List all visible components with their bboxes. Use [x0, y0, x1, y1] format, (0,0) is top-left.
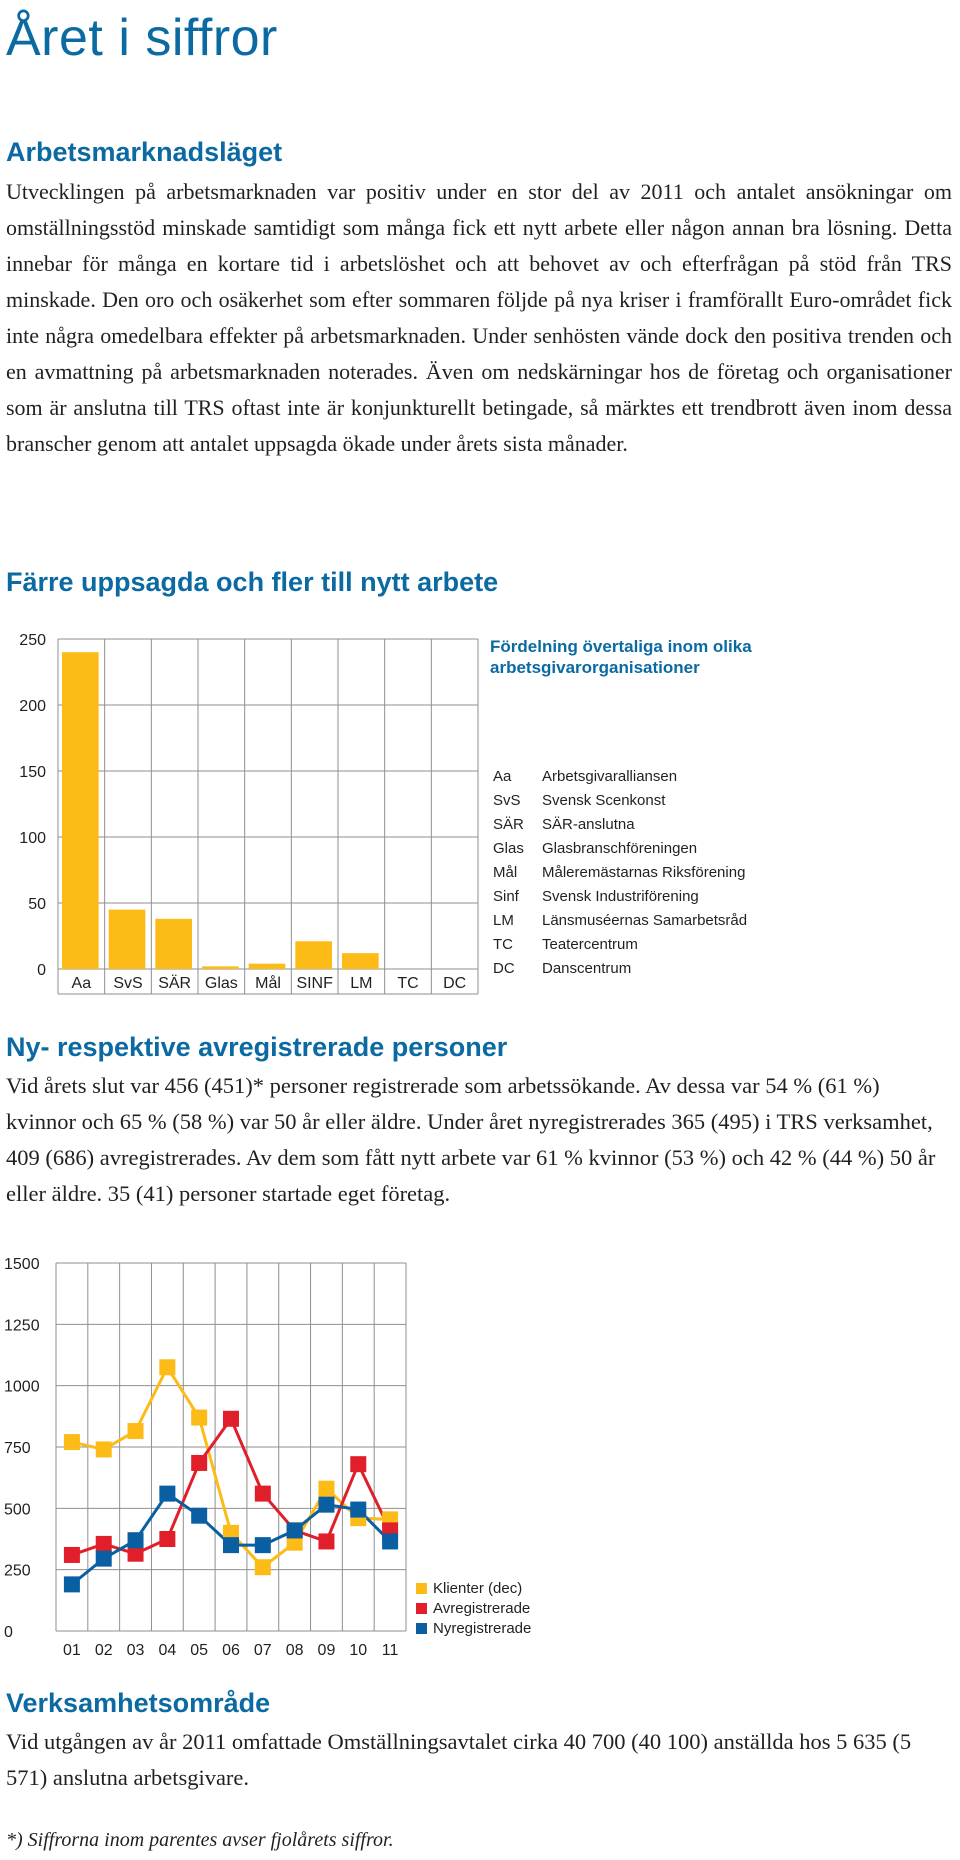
bar-ytick-label: 50 [28, 896, 46, 913]
bar-xtick-label: Aa [71, 975, 92, 992]
series-point-klienter-dec [255, 1559, 271, 1575]
bar-ytick-label: 0 [37, 962, 46, 979]
abbreviation-row [493, 908, 747, 932]
bar-xtick-label: LM [350, 975, 373, 992]
line-ytick-label: 1250 [4, 1317, 40, 1335]
series-point-avregistrerade [223, 1411, 239, 1427]
line-xtick-label: 09 [317, 1642, 336, 1659]
line-xtick-label: 08 [285, 1642, 304, 1659]
bar-SÄR [155, 919, 192, 969]
series-point-klienter-dec [64, 1434, 80, 1450]
series-point-nyregistrerade [128, 1532, 144, 1548]
line-xtick-label: 05 [190, 1642, 209, 1659]
abbreviation-row [493, 836, 747, 860]
abbreviation-code: TC [493, 935, 513, 953]
abbreviation-name: Svensk Scenkonst [542, 791, 666, 809]
line-xtick-label: 02 [94, 1642, 113, 1659]
series-point-nyregistrerade [255, 1537, 271, 1553]
section-heading-ny-avregistrerade: Ny- respektive avregistrerade personer [6, 1032, 508, 1062]
bar-ytick-label: 100 [19, 830, 46, 847]
series-point-avregistrerade [350, 1456, 366, 1472]
series-point-avregistrerade [255, 1486, 271, 1502]
abbreviation-code: Glas [493, 839, 524, 857]
abbreviation-name: Teatercentrum [542, 935, 638, 953]
paragraph-verksamhet: Vid utgången av år 2011 omfattade Omställningsavtalet cirka 40 700 (40 100) anställda hos 5 635 (5 571) anslutna arbetsgivare. [6, 1729, 912, 1790]
abbreviation-name: Danscentrum [542, 959, 632, 977]
legend-item [416, 1618, 531, 1638]
bar-Mål [249, 964, 286, 969]
abbreviation-name: Glasbranschföreningen [542, 839, 698, 857]
series-point-avregistrerade [159, 1531, 175, 1547]
bar-Aa [62, 652, 99, 969]
line-xtick-label: 11 [381, 1642, 399, 1659]
paragraph-arbetsmarknad: Utvecklingen på arbetsmarknaden var positiv under en stor del av 2011 och antalet ansökningar om omställningsstöd minskade samtidigt som många fick ett nytt arbete eller någon annan bra lösning. Detta innebar för många en kortare tid i arbetslöshet och att behovet av och efterfrågan på stöd från TRS minskade. Den oro och osäkerhet som efter sommaren följde på nya kriser i framförallt Euro-området fick inte några omedelbara effekter på arbetsmarknaden. Under senhösten vände dock den positiva trenden och en avmattning på arbetsmarknaden noterades. Även om nedskärningar hos de företag och organisationer som är anslutna till TRS oftast inte är konjunkturellt betingade, så märktes ett trendbrott även inom dessa branscher genom att antalet uppsagda ökade under årets sista månader. [6, 179, 952, 456]
bar-LM [342, 953, 379, 969]
abbreviation-row [493, 764, 747, 788]
series-point-klienter-dec [318, 1481, 334, 1497]
line-ytick-label: 0 [4, 1624, 13, 1641]
series-point-nyregistrerade [350, 1502, 366, 1518]
bar-chart-legend-title: Fördelning övertaliga inom olika arbetsgivarorganisationer [490, 637, 752, 677]
abbreviation-code: SvS [493, 791, 521, 809]
bar-xtick-label: SINF [296, 975, 333, 992]
legend-label: Klienter (dec) [433, 1579, 523, 1597]
line-xtick-label: 06 [222, 1642, 240, 1659]
series-point-klienter-dec [159, 1359, 175, 1375]
section-heading-verksamhet: Verksamhetsområde [6, 1688, 271, 1718]
abbreviation-row [493, 788, 747, 812]
abbreviation-row [493, 884, 747, 908]
line-ytick-label: 500 [4, 1501, 31, 1519]
abbreviation-row [493, 956, 747, 980]
bar-ytick-label: 250 [19, 632, 46, 649]
abbreviation-name: SÄR-anslutna [542, 815, 635, 833]
series-point-avregistrerade [191, 1455, 207, 1471]
abbreviation-row [493, 812, 747, 836]
abbreviation-code: Sinf [493, 887, 519, 905]
series-point-klienter-dec [96, 1441, 112, 1457]
legend-label: Nyregistrerade [433, 1619, 532, 1637]
abbreviation-code: Aa [493, 767, 512, 785]
line-xtick-label: 04 [158, 1642, 177, 1659]
legend-swatch [416, 1583, 427, 1594]
series-point-avregistrerade [64, 1547, 80, 1563]
line-chart [0, 1250, 410, 1659]
section-heading-arbetsmarknad: Arbetsmarknadsläget [6, 137, 283, 167]
abbreviation-name: Länsmuséernas Samarbetsråd [542, 911, 748, 929]
section-heading-farre-uppsagda: Färre uppsagda och fler till nytt arbete [6, 567, 499, 597]
series-point-nyregistrerade [159, 1486, 175, 1502]
bar-xtick-label: SÄR [158, 975, 192, 992]
bar-ytick-label: 200 [19, 698, 46, 715]
abbreviation-name: Arbetsgivaralliansen [542, 767, 678, 785]
series-point-nyregistrerade [318, 1497, 334, 1513]
legend-item [416, 1578, 531, 1598]
abbreviation-row [493, 860, 747, 884]
abbreviation-code: DC [493, 959, 515, 977]
legend-swatch [416, 1603, 427, 1614]
series-point-nyregistrerade [287, 1522, 303, 1538]
paragraph-ny-avregistrerade: Vid årets slut var 456 (451)* personer registrerade som arbetssökande. Av dessa var 54 % (61 %) kvinnor och 65 % (58 %) var 50 år eller äldre. Under året nyregistrerades 365 (495) i TRS verksamhet, 409 (686) avregistrerades. Av dem som fått nytt arbete var 61 % kvinnor (53 %) och 42 % (44 %) 50 år eller äldre. 35 (41) personer startade eget företag. [6, 1073, 936, 1206]
series-point-nyregistrerade [382, 1533, 398, 1549]
series-point-nyregistrerade [96, 1551, 112, 1567]
abbreviation-table [493, 764, 747, 980]
bar-chart [0, 620, 480, 1000]
bar-xtick-label: Glas [204, 975, 238, 992]
line-chart-legend [416, 1578, 531, 1638]
line-ytick-label: 1500 [4, 1256, 40, 1273]
series-point-nyregistrerade [223, 1537, 239, 1553]
series-point-avregistrerade [318, 1533, 334, 1549]
bar-SINF [295, 941, 332, 969]
abbreviation-code: SÄR [493, 815, 524, 833]
legend-swatch [416, 1623, 427, 1634]
series-point-klienter-dec [191, 1410, 207, 1426]
footnote: *) Siffrorna inom parentes avser fjolårets siffror. [6, 1829, 394, 1851]
bar-xtick-label: SvS [113, 975, 143, 992]
line-ytick-label: 1000 [4, 1378, 40, 1396]
page-title: Året i siffror [6, 9, 278, 67]
line-xtick-label: 03 [126, 1642, 145, 1659]
bar-xtick-label: Mål [255, 975, 281, 992]
bar-xtick-label: DC [443, 975, 467, 992]
bar-Glas [202, 966, 239, 969]
abbreviation-code: LM [493, 911, 514, 929]
abbreviation-code: Mål [493, 863, 518, 881]
legend-label: Avregistrerade [433, 1599, 531, 1617]
abbreviation-name: Svensk Industriförening [542, 887, 699, 905]
series-point-nyregistrerade [64, 1576, 80, 1592]
bar-xtick-label: TC [397, 975, 419, 992]
line-xtick-label: 10 [349, 1642, 368, 1659]
legend-item [416, 1598, 531, 1618]
line-ytick-label: 750 [4, 1440, 31, 1457]
series-point-klienter-dec [128, 1423, 144, 1439]
line-xtick-label: 01 [63, 1642, 81, 1659]
bar-ytick-label: 150 [19, 764, 46, 781]
abbreviation-name: Måleremästarnas Riksförening [542, 863, 746, 881]
line-ytick-label: 250 [4, 1562, 31, 1580]
series-point-nyregistrerade [191, 1508, 207, 1524]
bar-SvS [109, 910, 146, 969]
abbreviation-row [493, 932, 747, 956]
series-point-avregistrerade [96, 1536, 112, 1552]
line-xtick-label: 07 [253, 1642, 272, 1659]
